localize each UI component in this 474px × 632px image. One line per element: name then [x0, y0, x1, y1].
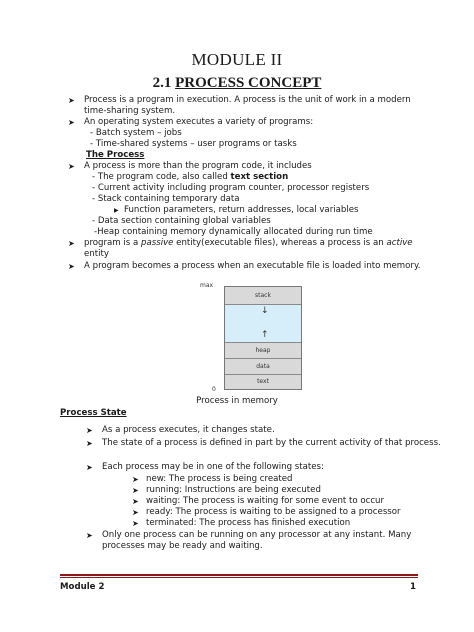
- process-state-heading: Process State: [60, 408, 127, 418]
- bullet-program-becomes-process: A program becomes a process when an executable file is loaded into memory.: [84, 261, 421, 271]
- arrow-bullet-icon: ➤: [68, 96, 75, 105]
- sub-program-code-text: - The program code, also called: [92, 172, 231, 182]
- heap-segment: [225, 343, 301, 359]
- footer-rule: [60, 574, 418, 576]
- text-segment: [225, 375, 301, 389]
- check-arrow-icon: ➤: [132, 497, 139, 506]
- only-one-running: Only one process can be running on any processor at any instant. Many: [102, 530, 412, 540]
- arrow-bullet-icon: ➤: [68, 262, 75, 271]
- arrow-bullet-icon: ➤: [86, 463, 93, 472]
- bullet-passive-active: [84, 238, 414, 249]
- diagram-zero-label: 0: [212, 386, 216, 393]
- bullet-process-def: Process is a program in execution. A process is the unit of work in a modern: [84, 95, 411, 105]
- passive-mid: entity(executable files), whereas a process is an: [173, 238, 387, 248]
- sub-program-code: [92, 172, 288, 183]
- arrow-bullet-icon: ➤: [68, 162, 75, 171]
- sub-data-section: - Data section containing global variables: [92, 216, 271, 226]
- state-new: new: The process is being created: [146, 474, 293, 484]
- free-space-segment: [225, 305, 301, 343]
- diagram-caption: Process in memory: [196, 396, 278, 406]
- state-changes: As a process executes, it changes state.: [102, 425, 275, 435]
- arrow-bullet-icon: ➤: [86, 426, 93, 435]
- bullet-process-includes: A process is more than the program code, it includes: [84, 161, 312, 171]
- section-title: [0, 75, 474, 92]
- arrow-bullet-icon: ➤: [68, 239, 75, 248]
- data-segment: [225, 359, 301, 375]
- data-label: data: [256, 363, 270, 370]
- text-label: text: [257, 378, 269, 385]
- process-memory-diagram: [224, 286, 302, 390]
- footer-module-label: Module 2: [60, 582, 105, 592]
- stack-label: stack: [255, 292, 271, 299]
- check-arrow-icon: ➤: [132, 486, 139, 495]
- footer-page-number: 1: [410, 582, 416, 592]
- arrow-bullet-icon: ➤: [86, 531, 93, 540]
- sub-batch: - Batch system – jobs: [90, 128, 182, 138]
- arrow-up-icon: ↑: [261, 330, 269, 340]
- only-one-running-cont: processes may be ready and waiting.: [102, 541, 263, 551]
- passive-term: passive: [141, 238, 174, 248]
- arrow-bullet-icon: ➤: [86, 439, 93, 448]
- state-ready: ready: The process is waiting to be assigned to a processor: [146, 507, 401, 517]
- sub-heap: -Heap containing memory dynamically allocated during run time: [94, 227, 373, 237]
- active-term: active: [386, 238, 413, 248]
- sub-stack-detail: Function parameters, return addresses, local variables: [124, 205, 359, 215]
- heap-label: heap: [255, 347, 271, 354]
- bullet-passive-active-cont: entity: [84, 249, 109, 259]
- the-process-heading: The Process: [86, 150, 145, 160]
- state-waiting: waiting: The process is waiting for some event to occur: [146, 496, 385, 506]
- stack-segment: [225, 287, 301, 305]
- triangle-bullet-icon: ▶: [114, 207, 119, 214]
- state-terminated: terminated: The process has finished execution: [146, 518, 351, 528]
- check-arrow-icon: ➤: [132, 475, 139, 484]
- check-arrow-icon: ➤: [132, 508, 139, 517]
- state-running: running: Instructions are being executed: [146, 485, 321, 495]
- sub-current-activity: - Current activity including program counter, processor registers: [92, 183, 370, 193]
- check-arrow-icon: ➤: [132, 519, 139, 528]
- sub-timeshared: - Time-shared systems – user programs or tasks: [90, 139, 297, 149]
- sub-stack: - Stack containing temporary data: [92, 194, 240, 204]
- section-number: 2.1: [152, 75, 172, 91]
- module-title: MODULE II: [191, 50, 283, 69]
- arrow-bullet-icon: ➤: [68, 118, 75, 127]
- text-section-term: text section: [230, 172, 289, 182]
- state-definition: The state of a process is defined in part by the current activity of that process.: [102, 438, 441, 448]
- section-heading: PROCESS CONCEPT: [175, 75, 322, 91]
- footer-rule-thin: [60, 577, 418, 578]
- diagram-max-label: max: [200, 282, 214, 289]
- states-intro: Each process may be in one of the following states:: [102, 462, 324, 472]
- passive-pre: program is a: [84, 238, 142, 248]
- bullet-os-programs: An operating system executes a variety of programs:: [84, 117, 314, 127]
- arrow-down-icon: ↓: [261, 306, 269, 316]
- bullet-process-def-cont: time-sharing system.: [84, 106, 176, 116]
